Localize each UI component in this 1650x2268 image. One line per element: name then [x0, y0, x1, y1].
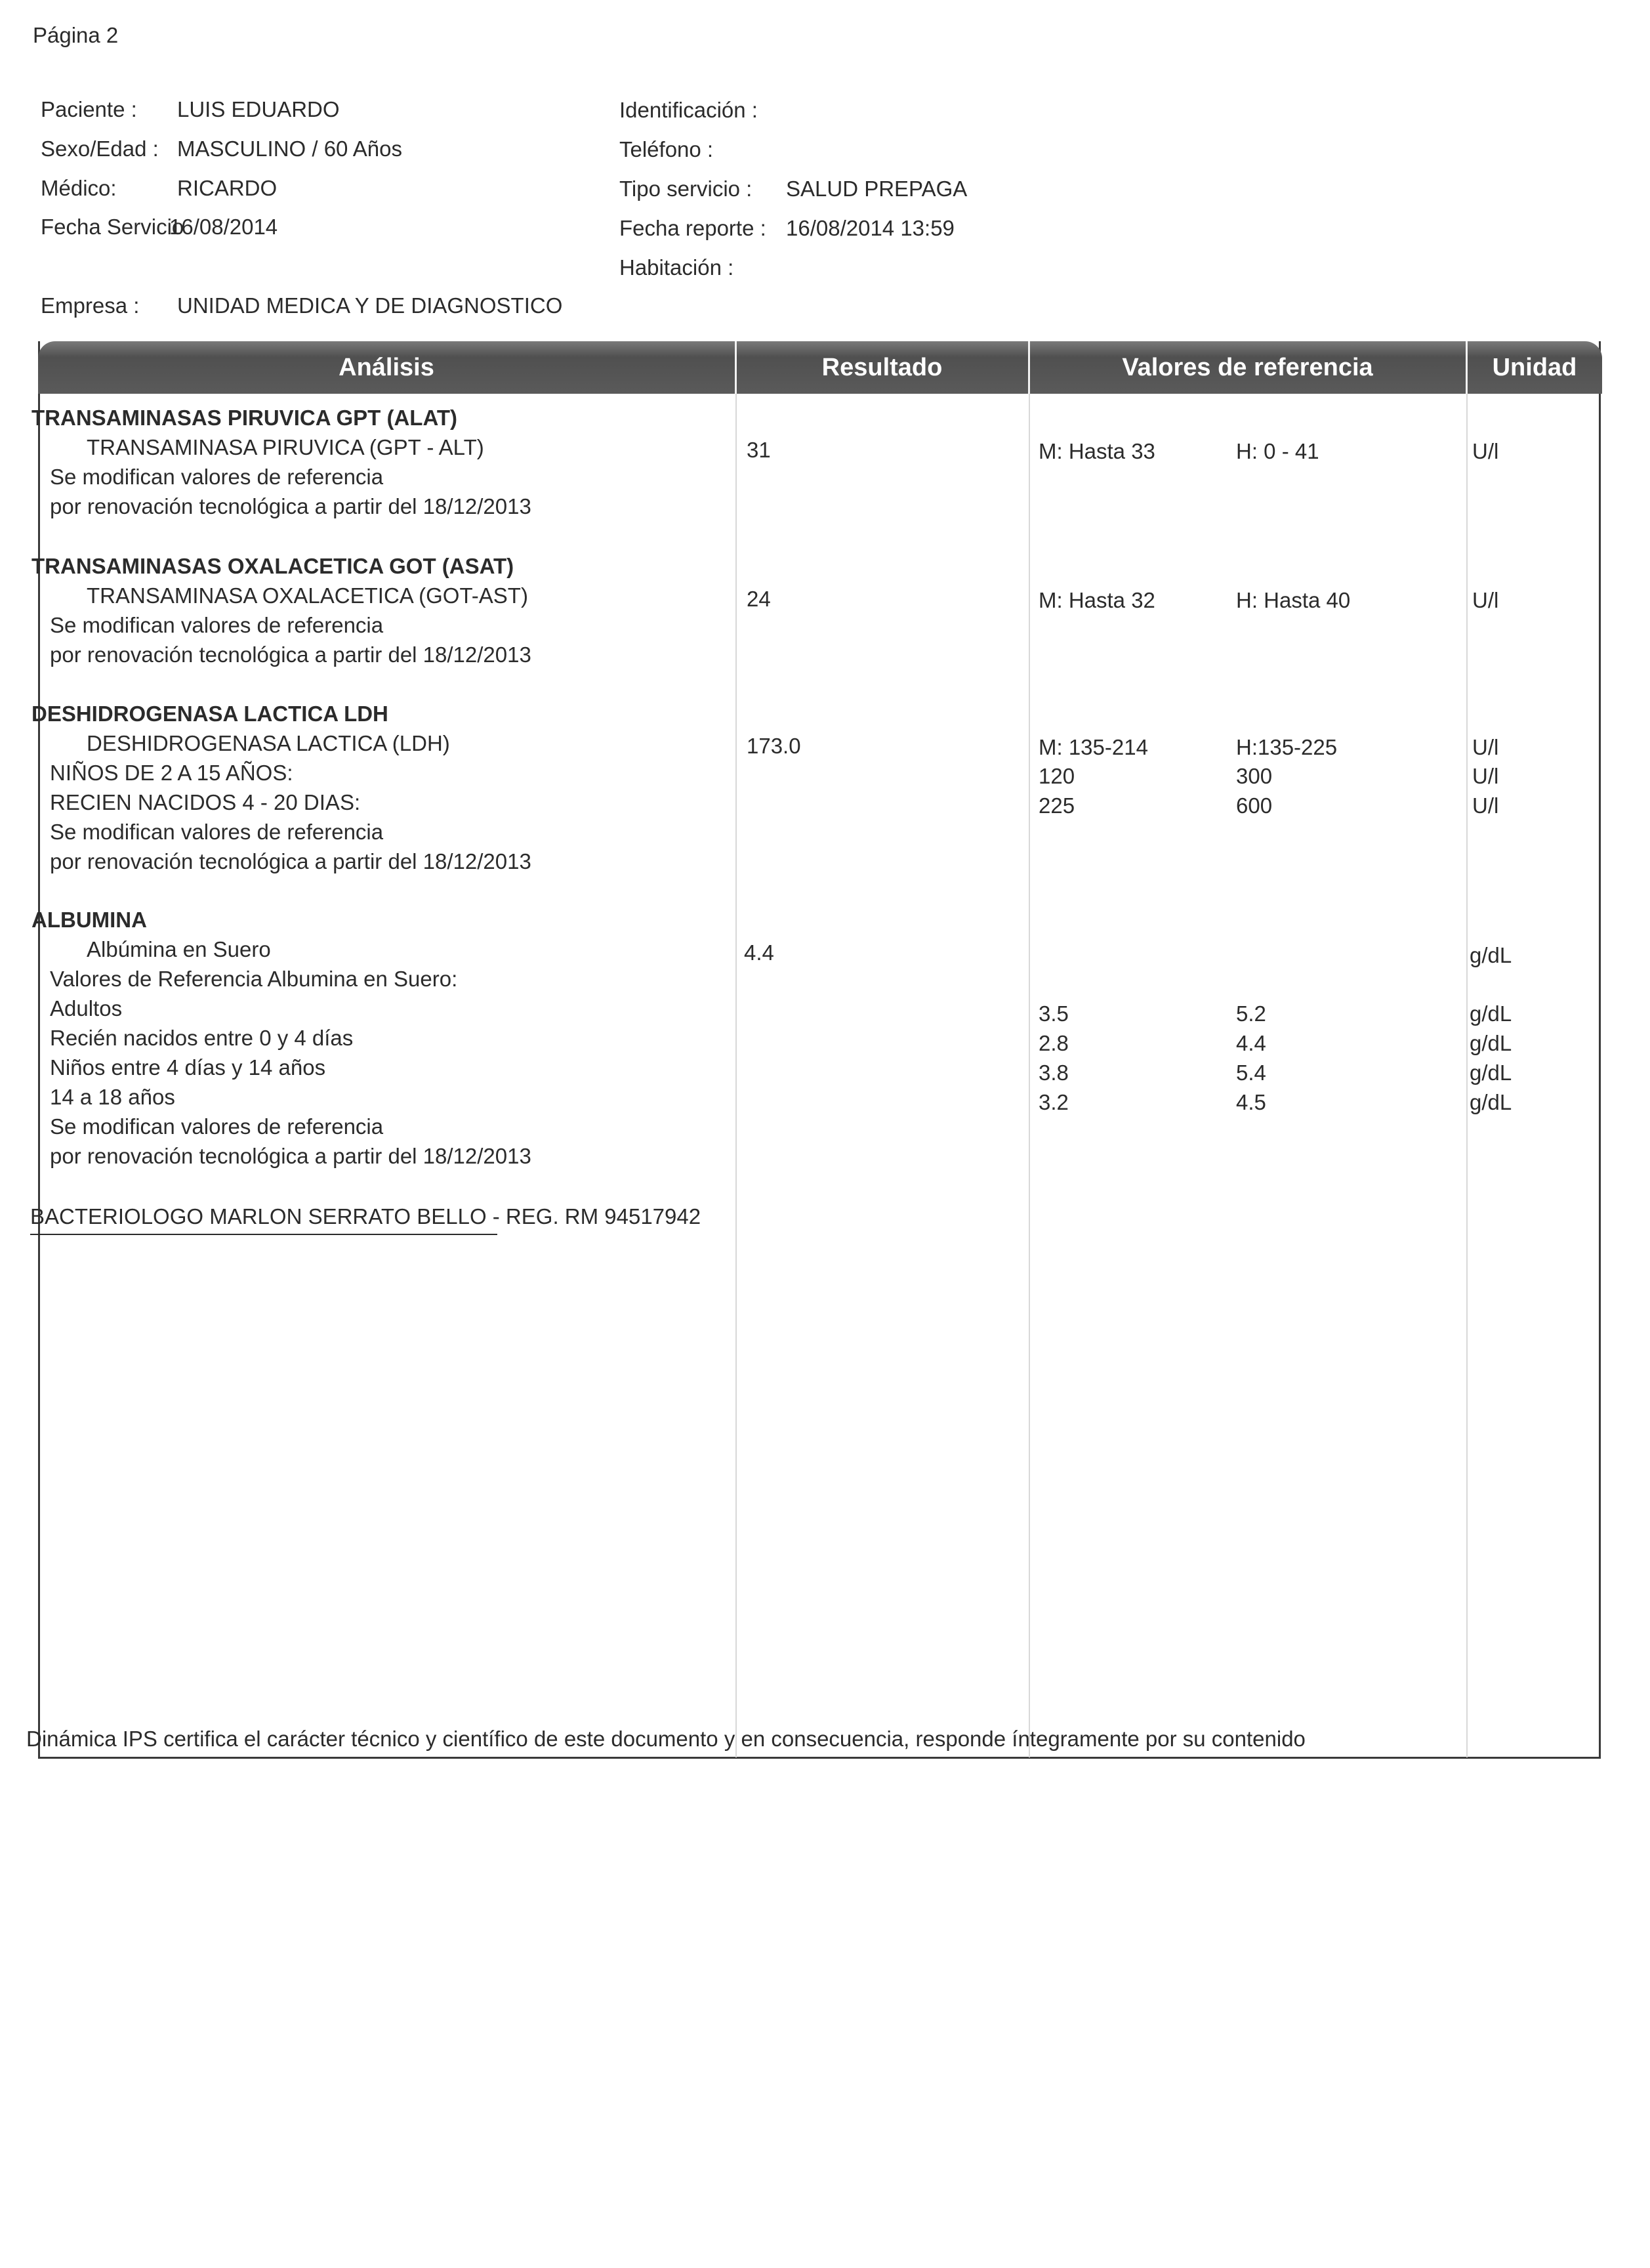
- habitacion-label: Habitación :: [619, 255, 734, 280]
- subrow-unit: U/l: [1472, 793, 1499, 818]
- page-number: Página 2: [33, 23, 119, 47]
- subrow-label: Adultos: [50, 996, 123, 1020]
- subrow-low: 3.8: [1039, 1060, 1069, 1085]
- telefono-label: Teléfono :: [619, 137, 714, 161]
- test-name: Albúmina en Suero: [87, 937, 271, 961]
- tipo-servicio-value: SALUD PREPAGA: [786, 177, 968, 201]
- test-unit: U/l: [1472, 439, 1499, 463]
- bacteriologist-signature: BACTERIOLOGO MARLON SERRATO BELLO - REG. RM 94517942: [30, 1204, 701, 1228]
- test-name: DESHIDROGENASA LACTICA (LDH): [87, 731, 450, 755]
- subrow-label: RECIEN NACIDOS 4 - 20 DIAS:: [50, 790, 361, 814]
- test-unit: g/dL: [1470, 943, 1512, 967]
- column-divider: [735, 394, 737, 1757]
- subrow-low: 3.2: [1039, 1090, 1069, 1114]
- medico-label: Médico:: [41, 176, 117, 200]
- header-divider: [1028, 341, 1030, 394]
- subrow-unit: g/dL: [1470, 1001, 1512, 1026]
- note-line: Se modifican valores de referencia: [50, 613, 384, 637]
- subrow-high: 4.4: [1236, 1031, 1266, 1055]
- column-header-analisis: Análisis: [339, 354, 434, 381]
- group-title: DESHIDROGENASA LACTICA LDH: [31, 702, 388, 726]
- reference-h: H: 0 - 41: [1236, 439, 1319, 463]
- fecha-reporte-value: 16/08/2014 13:59: [786, 216, 955, 240]
- reference-m: M: Hasta 33: [1039, 439, 1155, 463]
- group-title: TRANSAMINASAS OXALACETICA GOT (ASAT): [31, 554, 514, 578]
- empresa-label: Empresa :: [41, 293, 140, 318]
- certification-footer: Dinámica IPS certifica el carácter técnico y científico de este documento y en consecuencia, responde íntegramente por su contenido: [26, 1727, 1306, 1751]
- medico-value: RICARDO: [177, 176, 278, 200]
- header-divider: [735, 341, 737, 394]
- subrow-label: NIÑOS DE 2 A 15 AÑOS:: [50, 761, 293, 785]
- test-result: 173.0: [747, 734, 801, 758]
- subrow-high: 300: [1236, 764, 1273, 788]
- note-line: Se modifican valores de referencia: [50, 465, 384, 489]
- column-header-resultado: Resultado: [821, 354, 943, 381]
- reference-heading: Valores de Referencia Albumina en Suero:: [50, 967, 458, 991]
- test-name: TRANSAMINASA OXALACETICA (GOT-AST): [87, 583, 528, 608]
- column-divider: [1029, 394, 1030, 1757]
- subrow-unit: g/dL: [1470, 1090, 1512, 1114]
- column-divider: [1466, 394, 1468, 1757]
- subrow-unit: g/dL: [1470, 1060, 1512, 1085]
- note-line: Se modifican valores de referencia: [50, 1114, 384, 1139]
- subrow-label: Recién nacidos entre 0 y 4 días: [50, 1026, 354, 1050]
- subrow-high: 5.4: [1236, 1060, 1266, 1085]
- sexo-edad-label: Sexo/Edad :: [41, 136, 159, 161]
- test-name: TRANSAMINASA PIRUVICA (GPT - ALT): [87, 435, 484, 459]
- subrow-unit: g/dL: [1470, 1031, 1512, 1055]
- signature-underline: [30, 1234, 497, 1235]
- subrow-low: 2.8: [1039, 1031, 1069, 1055]
- test-result: 4.4: [744, 940, 774, 965]
- sexo-edad-value: MASCULINO / 60 Años: [177, 136, 402, 161]
- note-line: por renovación tecnológica a partir del 18/12/2013: [50, 642, 531, 667]
- reference-m: M: Hasta 32: [1039, 588, 1155, 612]
- note-line: por renovación tecnológica a partir del 18/12/2013: [50, 494, 531, 518]
- group-title: ALBUMINA: [31, 908, 147, 932]
- tipo-servicio-label: Tipo servicio :: [619, 177, 753, 201]
- table-header: [38, 341, 1602, 394]
- paciente-label: Paciente :: [41, 97, 137, 121]
- test-unit: U/l: [1472, 735, 1499, 759]
- subrow-unit: U/l: [1472, 764, 1499, 788]
- reference-h: H:135-225: [1236, 735, 1338, 759]
- test-result: 31: [747, 438, 771, 462]
- fecha-servicio-value: 16/08/2014: [169, 215, 278, 239]
- subrow-high: 5.2: [1236, 1001, 1266, 1026]
- empresa-value: UNIDAD MEDICA Y DE DIAGNOSTICO: [177, 293, 563, 318]
- subrow-low: 225: [1039, 793, 1075, 818]
- subrow-high: 4.5: [1236, 1090, 1266, 1114]
- column-header-unidad: Unidad: [1492, 354, 1577, 381]
- test-unit: U/l: [1472, 588, 1499, 612]
- note-line: Se modifican valores de referencia: [50, 820, 384, 844]
- group-title: TRANSAMINASAS PIRUVICA GPT (ALAT): [31, 406, 457, 430]
- subrow-low: 3.5: [1039, 1001, 1069, 1026]
- subrow-label: 14 a 18 años: [50, 1085, 175, 1109]
- note-line: por renovación tecnológica a partir del 18/12/2013: [50, 1144, 531, 1168]
- fecha-reporte-label: Fecha reporte :: [619, 216, 766, 240]
- paciente-value: LUIS EDUARDO: [177, 97, 340, 121]
- column-header-valores-referencia: Valores de referencia: [1122, 354, 1373, 381]
- reference-h: H: Hasta 40: [1236, 588, 1351, 612]
- subrow-low: 120: [1039, 764, 1075, 788]
- fecha-servicio-label: Fecha Servicio: [41, 215, 184, 239]
- reference-m: M: 135-214: [1039, 735, 1148, 759]
- subrow-label: Niños entre 4 días y 14 años: [50, 1055, 326, 1080]
- subrow-high: 600: [1236, 793, 1273, 818]
- identificacion-label: Identificación :: [619, 98, 758, 122]
- header-divider: [1466, 341, 1468, 394]
- note-line: por renovación tecnológica a partir del 18/12/2013: [50, 849, 531, 873]
- test-result: 24: [747, 587, 771, 611]
